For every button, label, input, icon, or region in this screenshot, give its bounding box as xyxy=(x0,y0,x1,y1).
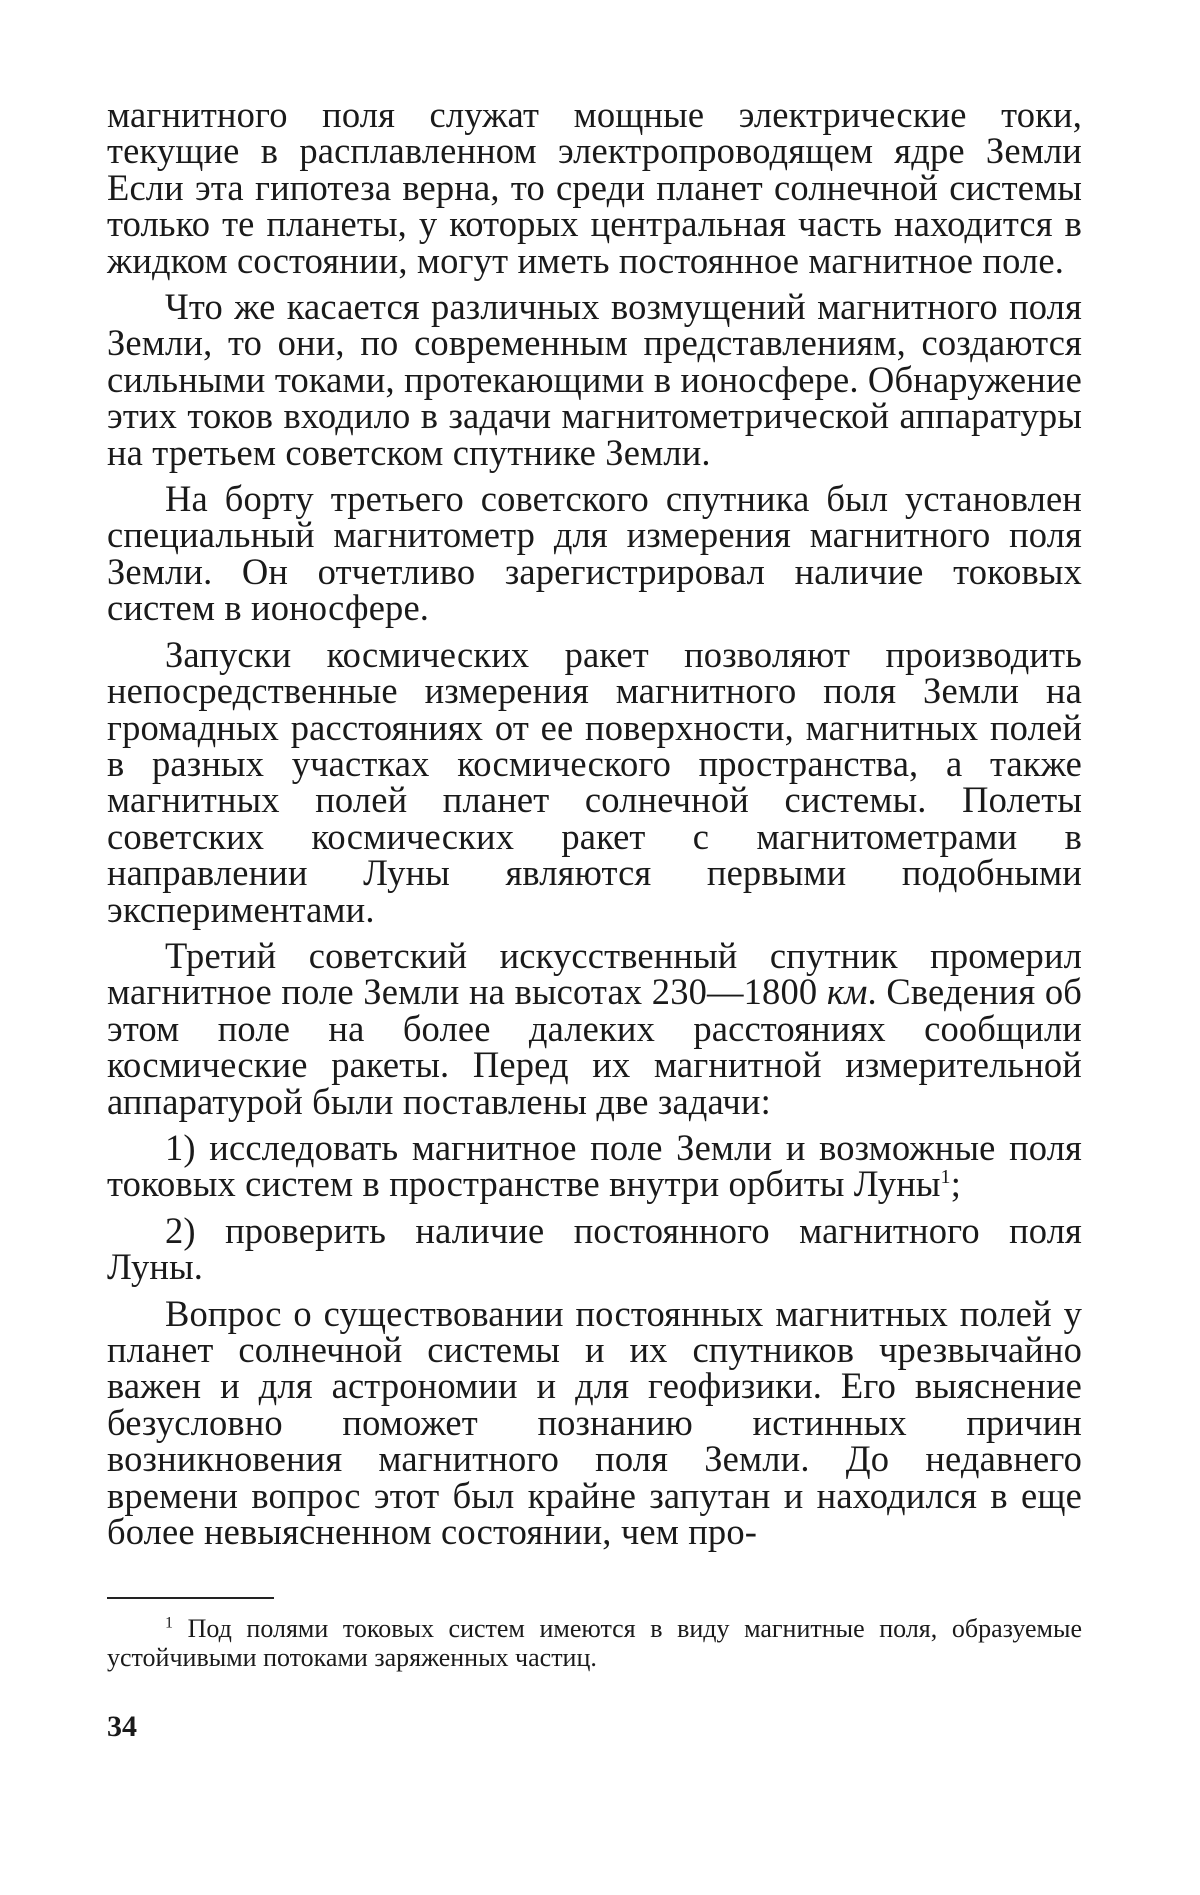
paragraph-3: На борту третьего советского спутника был установлен специальный магнитометр для измерения магнитного поля Земли. Он отчетливо зарегистрировал наличие токовых систем в ионосфере. xyxy=(107,478,1082,629)
paragraph-5 xyxy=(107,934,1082,1122)
paragraph-4: Запуски космических ракет позволяют производить непосредственные измерения магнитного поля Земли на громадных расстояниях от ее поверхности, магнитных полей в разных участках космического пространства, а также магнитных полей планет солнечной системы. Полеты советских космических ракет с магнитометрами в направлении Луны являются первыми подобными экспериментами. xyxy=(107,633,1082,930)
footnote-mark: 1 xyxy=(165,1614,173,1632)
list-item-1-end: ; xyxy=(950,1163,961,1205)
paragraph-5-text-b: . Сведения об этом поле на более далеких расстояниях сообщили космические ракеты. Перед их магнитной измерительной аппаратурой были поставлены две задачи: xyxy=(107,971,1082,1122)
unit-km: км xyxy=(826,971,868,1013)
paragraph-2: Что же касается различных возмущений магнитного поля Земли, то они, по современным представлениям, создаются сильными токами, протекающими в ионосфере. Обнаружение этих токов входило в задачи магнитометрической аппаратуры на третьем советском спутнике Земли. xyxy=(107,286,1082,473)
paragraph-last: Вопрос о существовании постоянных магнитных полей у планет солнечной системы и их спутников чрезвычайно важен и для астрономии и для геофизики. Его выяснение безусловно поможет познанию истинных причин возникновения магнитного поля Земли. До недавнего времени вопрос этот был крайне запутан и находился в еще более невыясненном состоянии, чем про- xyxy=(107,1292,1082,1553)
footnote-divider xyxy=(107,1597,274,1599)
page-body xyxy=(107,94,1082,1560)
list-item-1 xyxy=(107,1126,1082,1205)
list-item-2: 2) проверить наличие постоянного магнитного поля Луны. xyxy=(107,1209,1082,1288)
footnote-reference[interactable]: 1 xyxy=(940,1166,951,1189)
footnote-text: Под полями токовых систем имеются в виду магнитные поля, образуемые устойчивыми потоками заряженных частиц. xyxy=(107,1614,1082,1672)
paragraph-1: магнитного поля служат мощные электрические токи, текущие в расплавленном электропроводящем ядре Земли Если эта гипотеза верна, то среди планет солнечной системы только те планеты, у которых центральная часть находится в жидком состоянии, могут иметь постоянное магнитное поле. xyxy=(107,94,1082,281)
paragraph-5-text-a: Третий советский искусственный спутник промерил магнитное поле Земли на высотах 230—1800 xyxy=(107,934,1082,1013)
page-number: 34 xyxy=(107,1710,137,1743)
footnote xyxy=(107,1614,1082,1672)
list-item-1-text: 1) исследовать магнитное поле Земли и возможные поля токовых систем в пространстве внутри орбиты Луны xyxy=(107,1126,1082,1205)
